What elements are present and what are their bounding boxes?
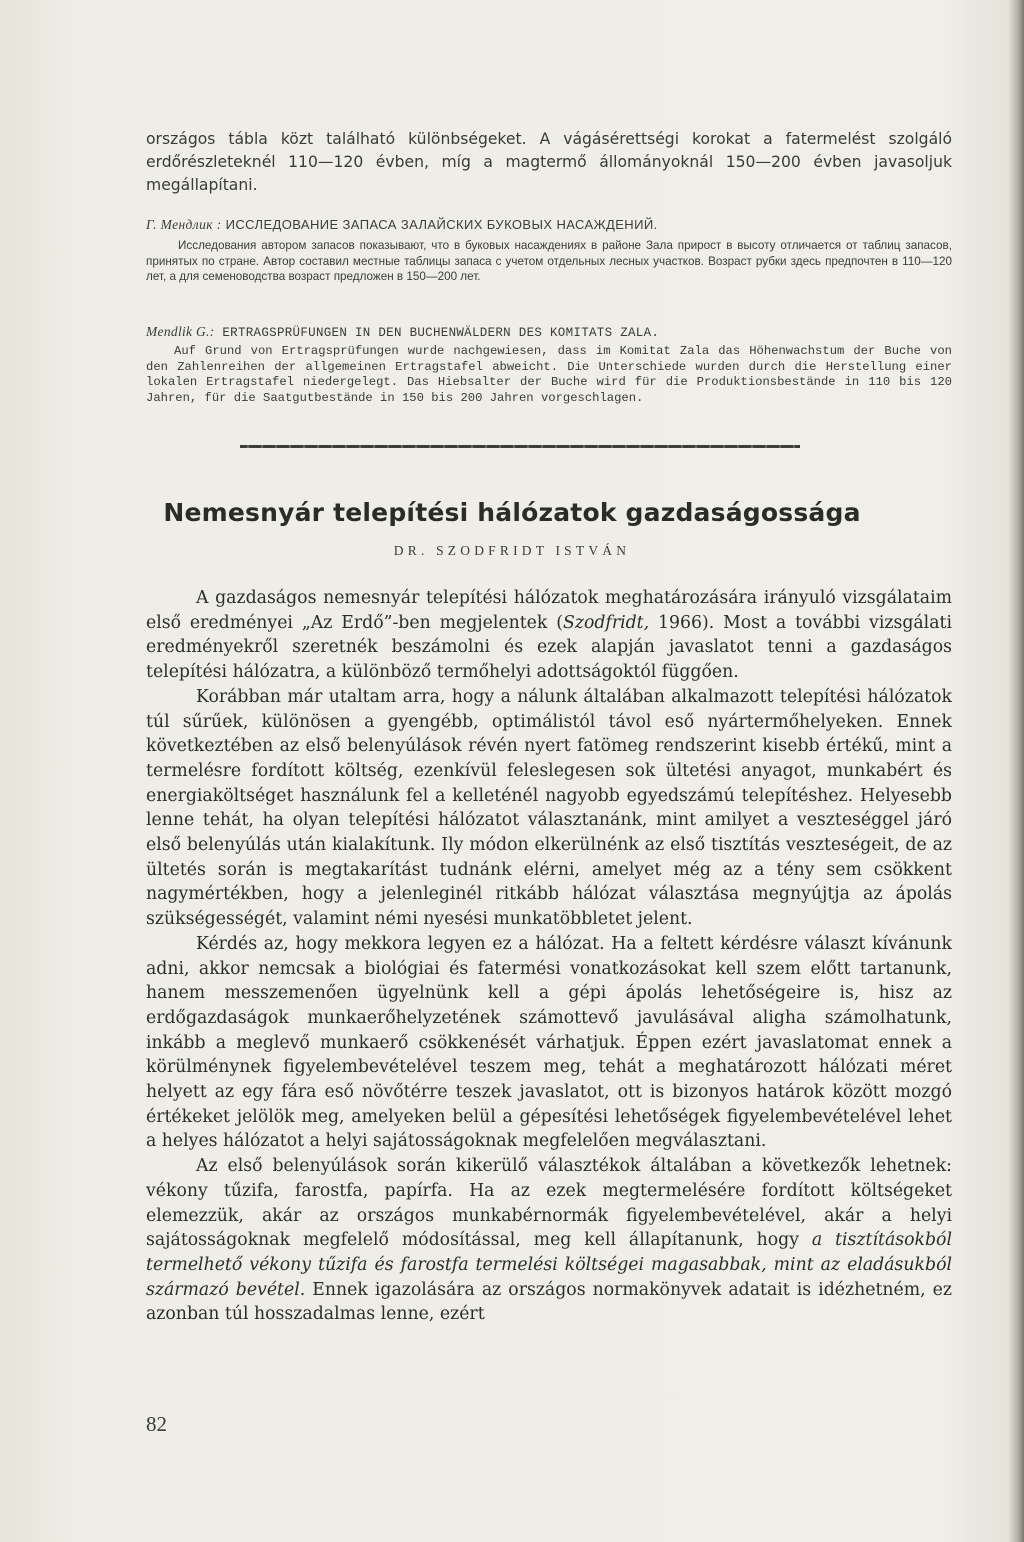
intro-paragraph: országos tábla közt található különbségeket. A vágásérettségi korokat a fatermelést szolgáló erdőrészleteknél 110—120 évben, míg a magtermő állományoknál 150—200 évben javasoljuk megállapítani.: [146, 130, 952, 194]
article-title: Nemesnyár telepítési hálózatok gazdaságossága: [163, 498, 861, 527]
paragraph-text: Ennek igazolására az országos normakönyvek adatait is idézhetném, ez azonban túl hosszadalmas lenne, ezért: [146, 1279, 952, 1325]
german-summary-heading: [146, 324, 952, 340]
russian-summary-title: ИССЛЕДОВАНИЕ ЗАПАСА ЗАЛАЙСКИХ БУКОВЫХ НАСАЖДЕНИЙ.: [225, 217, 658, 232]
paragraph-text: Az első belenyúlások során kikerülő választékok általában a következők lehetnek: vékony tűzifa, farostfa, papírfa. Ha az ezek megtermelésére fordított költségeket elemezzük, akár az országos munkabérnormák figyelembevételével, akár a helyi sajátosságoknak megfelelő módosítással, meg kell állapítanunk, hogy: [146, 1156, 952, 1251]
german-summary-body: Auf Grund von Ertragsprüfungen wurde nachgewiesen, dass im Komitat Zala das Höhenwachstum der Buche von den Zahlenreihen der allgemeinen Ertragstafel abweicht. Die Unterschiede wurden durch die Herstellung einer lokalen Ertragstafel niedergelegt. Das Hiebsalter der Buche wird für die Produktionsbestände in 110 bis 120 Jahren, für die Saatgutbestände in 150 bis 200 Jahren vorgeschlagen.: [146, 344, 952, 405]
section-divider: [240, 445, 800, 448]
german-summary-author: Mendlik G.:: [146, 324, 215, 339]
paragraph-text: A gazdaságos nemesnyár telepítési hálózatok meghatározására irányuló vizsgálataim első eredményei „Az Erdő”-ben megjelentek (: [146, 588, 952, 633]
page-edge-shadow: [1008, 0, 1024, 1542]
article-paragraph-1: [146, 586, 952, 685]
russian-summary-heading: [146, 217, 952, 233]
german-summary-title: ERTRAGSPRÜFUNGEN IN DEN BUCHENWÄLDERN DES KOMITATS ZALA.: [222, 326, 660, 340]
page-number: 82: [146, 1412, 167, 1436]
article-paragraph-4: [146, 1154, 952, 1327]
article-paragraph-3: Kérdés az, hogy mekkora legyen ez a hálózat. Ha a feltett kérdésre választ kívánunk adni, akkor nemcsak a biológiai és fatermési vonatkozásokat kell szem előtt tartanunk, hanem messzemenően ügyelnünk kell a gépi ápolás lehetőségeire is, hisz az erdőgazdaságok munkaerőhelyzetének számottevő javulásával aligha számolhatunk, inkább a meglevő munkaerő csökkenését várhatjuk. Éppen ezért javaslatomat ennek a körülménynek figyelembevételével teszem meg, tehát a meghatározott hálózati méret helyett az egy fára eső növőtérre teszek javaslatot, ott is bizonyos határok között mozgó értékeket jelölök meg, amelyeken belül a gépesítési lehetőségek figyelembevételével lehet a helyes hálózatot a helyi sajátosságoknak megfelelően megválasztani.: [146, 933, 952, 1152]
paragraph-text: 1966). Most a további vizsgálati eredményekről szeretnék beszámolni és ezek alapján javaslatot tenni a gazdaságos telepítési hálózatra, a különböző termőhelyi adottságoktól függően.: [146, 612, 952, 683]
article-paragraph-2: Korábban már utaltam arra, hogy a nálunk általában alkalmazott telepítési hálózatok túl sűrűek, különösen a gyengébb, optimálistól távol eső nyártermőhelyeken. Ennek következtében az első belenyúlások révén nyert fatömeg rendszerint kisebb értékű, mint a termelésre fordított költség, ezenkívül feleslegesen sok ültetési anyagot, munkabért és energiaköltséget használunk fel a kelleténél nagyobb egyedszámú telepítéshez. Helyesebb lenne tehát, ha olyan telepítési hálózatot választanánk, mint amilyet a veszteséggel járó első belenyúlás után kialakítunk. Ily módon elkerülnénk az első tisztítás veszteségeit, de az ültetés során is megtakarítást tudnánk elérni, amelyet még az a tény sem csökkent nagymértékben, hogy a jelenleginél ritkább hálózat választása megnyújtja az ápolás szükségességét, valamint némi nyesési munkatöbbletet jelent.: [146, 686, 952, 930]
russian-summary-body: Исследования автором запасов показывают, что в буковых насаждениях в районе Зала прирост в высоту отличается от таблиц запасов, принятых по стране. Автор составил местные таблицы запаса с учетом отдельных лесных участков. Возраст рубки здесь предпочтен в 110—120 лет, а для семеноводства возраст предложен в 150—200 лет.: [146, 239, 952, 284]
citation-author: Szodfridt,: [563, 612, 650, 633]
russian-summary-author: Г. Мендлик :: [146, 217, 222, 232]
emphasized-statement: a tisztításokból termelhető vékony tűzifa és farostfa termelési költségei magasabbak, mint az eladásukból származó bevétel.: [146, 1230, 952, 1300]
article-author: DR. SZODFRIDT ISTVÁN: [393, 543, 631, 558]
article-body: [146, 586, 952, 1327]
